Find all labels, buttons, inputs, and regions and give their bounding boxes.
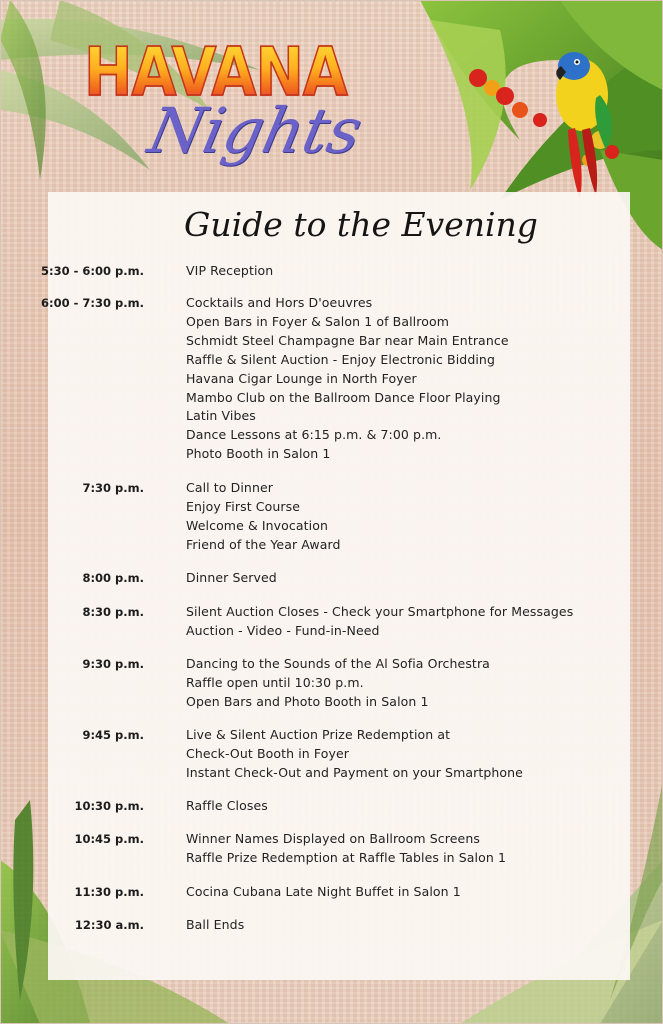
- logo-havana-text: HAVANA: [84, 35, 354, 109]
- entry-time: 8:30 p.m.: [82, 605, 144, 619]
- entry-time: 7:30 p.m.: [82, 481, 144, 495]
- entry-item: Dance Lessons at 6:15 p.m. & 7:00 p.m.: [186, 427, 442, 443]
- entry-time: 9:45 p.m.: [82, 728, 144, 742]
- entry-time: 9:30 p.m.: [82, 657, 144, 671]
- entry-item: Welcome & Invocation: [186, 517, 329, 533]
- entry-item: Raffle open until 10:30 p.m.: [186, 674, 364, 690]
- entry-item: Silent Auction Closes - Check your Smartphone for Messages: [186, 604, 574, 619]
- entry-item: Schmidt Steel Champagne Bar near Main Entrance: [186, 332, 509, 348]
- entry-item: Latin Vibes: [186, 408, 256, 424]
- entry-item: Instant Check-Out and Payment on your Smartphone: [186, 764, 523, 780]
- entry-time: 11:30 p.m.: [74, 885, 144, 899]
- entry-item: Open Bars in Foyer & Salon 1 of Ballroom: [186, 313, 449, 329]
- entry-time: 8:00 p.m.: [82, 571, 144, 585]
- entry-item: Cocina Cubana Late Night Buffet in Salon 1: [186, 884, 461, 899]
- entry-item: Enjoy First Course: [186, 498, 301, 514]
- entry-item: Friend of the Year Award: [186, 536, 341, 552]
- entry-item: Open Bars and Photo Booth in Salon 1: [186, 693, 429, 709]
- entry-item: Photo Booth in Salon 1: [186, 446, 331, 462]
- entry-time: 10:45 p.m.: [74, 832, 144, 846]
- entry-item: Havana Cigar Lounge in North Foyer: [186, 370, 417, 386]
- logo-nights-text: Nights: [142, 94, 369, 167]
- entry-item: Winner Names Displayed on Ballroom Screens: [186, 831, 480, 846]
- entry-item: Check-Out Booth in Foyer: [186, 745, 350, 761]
- entry-item: Raffle Closes: [186, 798, 268, 813]
- entry-item: Dinner Served: [186, 570, 277, 585]
- entry-item: VIP Reception: [186, 263, 274, 278]
- entry-item: Mambo Club on the Ballroom Dance Floor Playing: [186, 389, 501, 405]
- entry-time: 5:30 - 6:00 p.m.: [41, 264, 144, 278]
- entry-item: Auction - Video - Fund-in-Need: [186, 622, 380, 638]
- entry-time: 12:30 a.m.: [74, 918, 144, 932]
- entry-item: Call to Dinner: [186, 480, 274, 495]
- entry-item: Live & Silent Auction Prize Redemption at: [186, 727, 451, 742]
- entry-item: Ball Ends: [186, 917, 245, 932]
- entry-time: 10:30 p.m.: [74, 799, 144, 813]
- entry-time: 6:00 - 7:30 p.m.: [41, 296, 144, 310]
- entry-item: Raffle & Silent Auction - Enjoy Electronic Bidding: [186, 351, 495, 367]
- entry-item: Cocktails and Hors D'oeuvres: [186, 295, 373, 310]
- page-title: Guide to the Evening: [184, 205, 538, 244]
- entry-item: Raffle Prize Redemption at Raffle Tables in Salon 1: [186, 849, 507, 865]
- entry-item: Dancing to the Sounds of the Al Sofia Orchestra: [186, 656, 490, 671]
